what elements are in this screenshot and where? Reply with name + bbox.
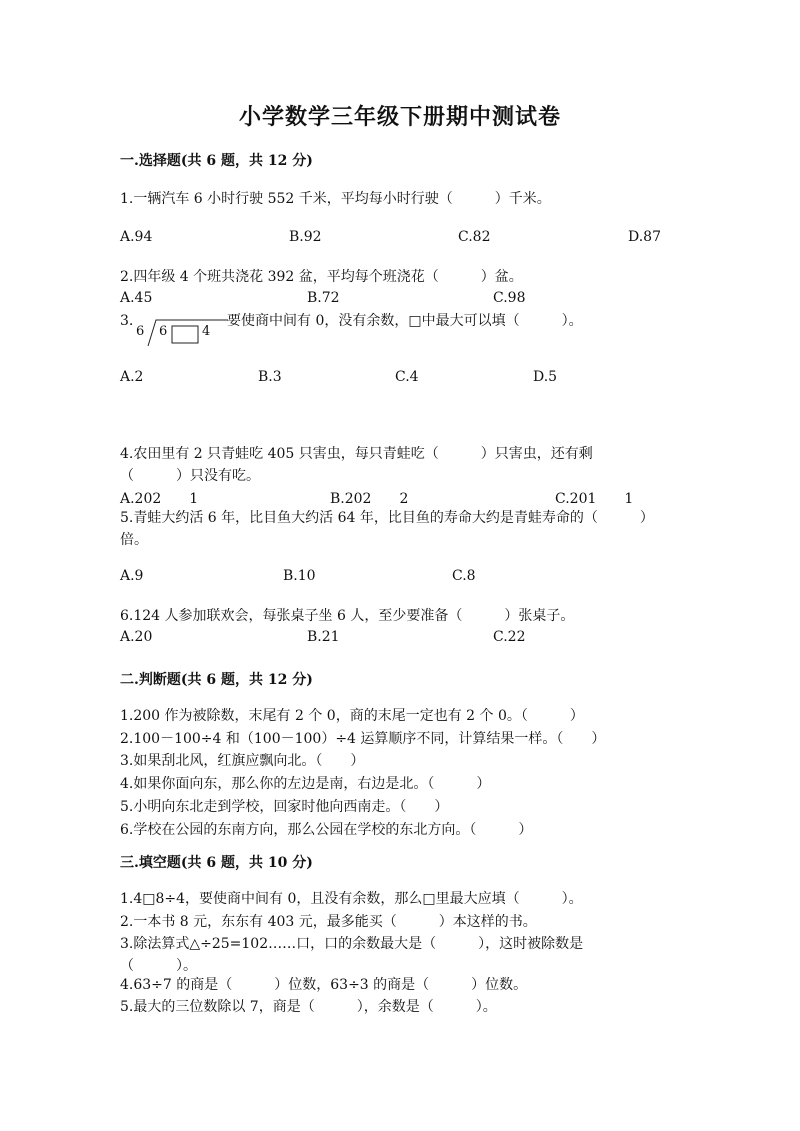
judgement-item: 4.如果你面向东，那么你的左边是南，右边是北。（ ） [120,776,491,792]
dividend-digit-1: 6 [159,324,168,339]
fill-blank-item: 1.4□8÷4，要使商中间有 0，且没有余数，那么□里最大应填（ ）。 [120,891,583,907]
judgement-item: 3.如果刮北风，红旗应飘向北。（ ） [120,753,365,769]
fill-blank-item: 5.最大的三位数除以 7，商是（ ），余数是（ ）。 [120,999,497,1015]
question-6: 6.124 人参加联欢会，每张桌子坐 6 人，至少要准备（ ）张桌子。 [120,608,575,624]
question-1: 1.一辆汽车 6 小时行驶 552 千米，平均每小时行驶（ ）千米。 [120,191,551,207]
fill-blank-item: 4.63÷7 的商是（ ）位数，63÷3 的商是（ ）位数。 [120,977,528,993]
option-a: A.2 [120,369,144,385]
judgement-item: 2.100－100÷4 和（100－100）÷4 运算顺序不同，计算结果一样。（ ） [120,731,606,747]
option-c: C.22 [493,629,526,645]
section-heading-fill-blank: 三.填空题(共 6 题，共 10 分) [120,855,313,871]
judgement-item: 6.学校在公园的东南方向，那么公园在学校的东北方向。（ ） [120,822,533,838]
option-a: A.94 [120,229,153,245]
dividend-digit-3: 4 [202,324,211,339]
option-a: A.20 [120,629,153,645]
option-c: C.201 1 [555,491,634,507]
option-c: C.4 [395,369,419,385]
judgement-item: 1.200 作为被除数，末尾有 2 个 0，商的末尾一定也有 2 个 0。（ ） [120,708,584,724]
division-bracket-icon [134,317,229,347]
judgement-item: 5.小明向东北走到学校，回家时他向西南走。（ ） [120,799,449,815]
option-a: A.9 [120,568,144,584]
option-b: B.72 [307,290,340,306]
option-a: A.202 1 [120,491,199,507]
long-division-figure [134,317,229,347]
section-heading-choice: 一.选择题(共 6 题，共 12 分) [120,153,313,169]
question-5: 5.青蛙大约活 6 年，比目鱼大约活 64 年，比目鱼的寿命大约是青蛙寿命的（ ）倍。 [120,510,647,548]
divisor: 6 [136,324,145,339]
fill-blank-item: 2.一本书 8 元，东东有 403 元，最多能买（ ）本这样的书。 [120,914,537,930]
option-b: B.92 [289,229,322,245]
fill-blank-item: 3.除法算式△÷25=102……口，口的余数最大是（ ），这时被除数是（ ）。 [120,936,584,974]
option-a: A.45 [120,290,153,306]
question-2: 2.四年级 4 个班共浇花 392 盆，平均每个班浇花（ ）盆。 [120,269,523,285]
question-3: 要使商中间有 0，没有余数，□中最大可以填（ ）。 [227,313,583,329]
option-d: D.5 [533,369,558,385]
question-4: 4.农田里有 2 只青蛙吃 405 只害虫，每只青蛙吃（ ）只害虫，还有剩（ ）只没有吃。 [120,446,593,484]
question-3-number: 3. [120,313,134,329]
option-b: B.3 [258,369,282,385]
option-c: C.98 [493,290,526,306]
option-b: B.10 [283,568,316,584]
option-d: D.87 [628,229,661,245]
option-c: C.8 [452,568,476,584]
section-heading-judgement: 二.判断题(共 6 题，共 12 分) [120,672,313,688]
option-b: B.21 [307,629,340,645]
page-title: 小学数学三年级下册期中测试卷 [238,104,561,130]
option-b: B.202 2 [330,491,409,507]
option-c: C.82 [458,229,491,245]
